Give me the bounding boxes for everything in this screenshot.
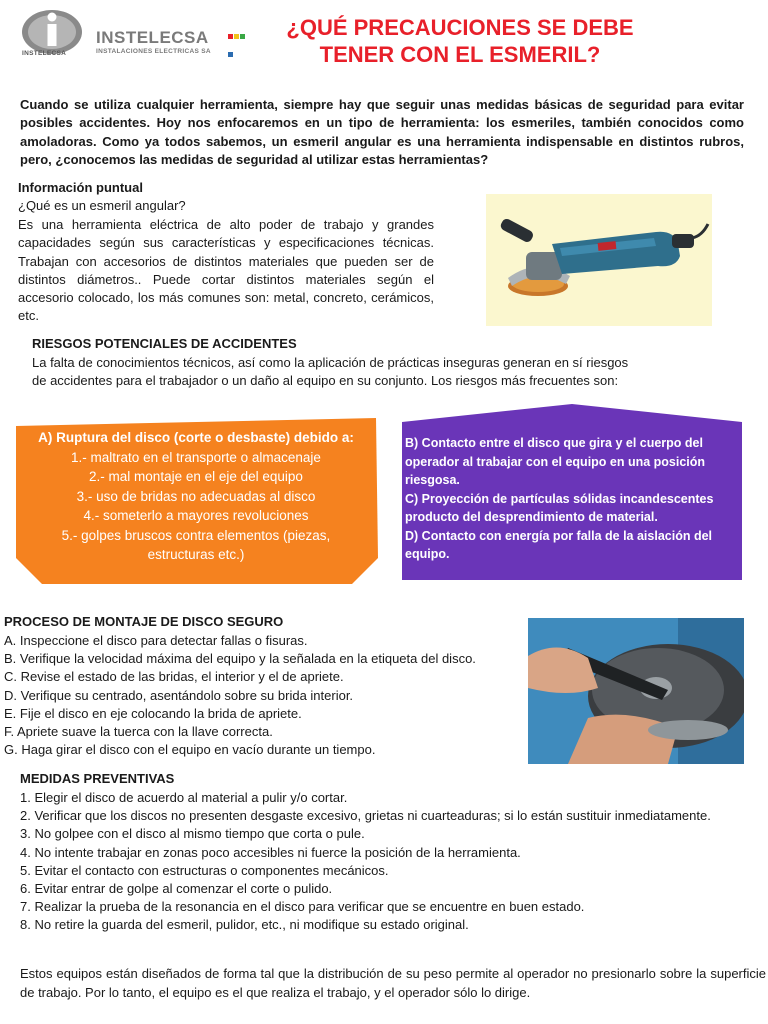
procedure-item: D. Verifique su centrado, asentándolo sobre su brida interior. xyxy=(4,687,354,703)
preventive-item: 4. No intente trabajar en zonas poco accesibles ni fuerce la posición de la herramienta. xyxy=(20,844,521,860)
risks-heading: RIESGOS POTENCIALES DE ACCIDENTES xyxy=(32,336,297,351)
procedure-item: F. Apriete suave la tuerca con la llave correcta. xyxy=(4,724,273,740)
preventive-item: 5. Evitar el contacto con estructuras o componentes mecánicos. xyxy=(20,862,389,878)
preventive-item: 6. Evitar entrar de golpe al comenzar el corte o pulido. xyxy=(20,881,333,897)
rupture-item: 3.- uso de bridas no adecuadas al disco xyxy=(76,488,316,504)
disc-mounting-image xyxy=(528,618,744,764)
preventive-list xyxy=(20,789,711,935)
angle-grinder-image xyxy=(486,194,712,326)
procedure-item: C. Revise el estado de las bridas, el interior y el de apriete. xyxy=(4,669,344,685)
rupture-item: 2.- mal montaje en el eje del equipo xyxy=(89,469,303,484)
angle-grinder-icon xyxy=(486,194,712,326)
closing-paragraph: Estos equipos están diseñados de forma tal que la distribución de su peso permite al operador no presionarlo sobre la superficie de trabajo. Por lo tanto, el equipo es el que realiza el trabajo, y el operador sólo lo dirige. xyxy=(20,966,766,1000)
procedure-item: B. Verifique la velocidad máxima del equipo y la señalada en la etiqueta del disco. xyxy=(4,651,476,667)
preventive-item: 3. No golpee con el disco al mismo tiempo que corta o pule. xyxy=(20,826,365,842)
logo-text: INSTELECSA xyxy=(22,50,67,57)
disc-mounting-icon xyxy=(528,618,744,764)
info-heading: Información puntual xyxy=(18,180,143,195)
rupture-risk-box xyxy=(12,418,380,584)
risks-body xyxy=(32,354,682,391)
risks-line-2: de accidentes para el trabajador o un daño al equipo en su conjunto. Los riesgos más frecuentes son: xyxy=(32,373,619,389)
rupture-item: 5.- golpes bruscos contra elementos (piezas, xyxy=(61,527,331,543)
procedure-list xyxy=(4,632,476,759)
risk-b: B) Contacto entre el disco que gira y el cuerpo del operador al trabajar con el equipo en una posición riesgosa. xyxy=(405,436,706,487)
rupture-risk-heading: A) Ruptura del disco (corte o desbaste) debido a: xyxy=(38,430,354,445)
page-title xyxy=(262,14,658,68)
risk-d: D) Contacto con energía por falla de la aislación del equipo. xyxy=(405,528,713,561)
company-logo xyxy=(20,8,260,64)
preventive-item: 7. Realizar la prueba de la resonancia en el disco para verificar que se encuentre en buen estado. xyxy=(20,899,585,915)
risk-c: C) Proyección de partículas sólidas incandescentes producto del desprendimiento de material. xyxy=(405,491,714,524)
brand-name: INSTELECSA xyxy=(96,28,209,47)
rupture-item: 1.- maltrato en el transporte o almacenaje xyxy=(71,449,321,465)
title-line-2: TENER CON EL ESMERIL? xyxy=(319,42,601,67)
rupture-item: 4.- someterlo a mayores revoluciones xyxy=(83,508,309,523)
rupture-item: estructuras etc.) xyxy=(147,547,245,562)
risks-line-1: La falta de conocimientos técnicos, así como la aplicación de prácticas inseguras generan en sí riesgos xyxy=(32,355,629,370)
brand-color-squares xyxy=(228,26,250,34)
contact-risk-box xyxy=(400,404,744,584)
info-body: Es una herramienta eléctrica de alto poder de trabajo y grandes capacidades según sus características y especificaciones técnicas. Trabajan con accesorios de distintos materiales que pueden ser de distintos diámetros.. Puede cortar distintos materiales según el accesorio colocado, los más comunes son: metal, concreto, cerámicos, etc. xyxy=(18,217,434,324)
preventive-heading: MEDIDAS PREVENTIVAS xyxy=(20,771,175,786)
preventive-item: 8. No retire la guarda del esmeril, pulidor, etc., ni modifique su estado original. xyxy=(20,917,469,933)
procedure-item: G. Haga girar el disco con el equipo en vacío durante un tiempo. xyxy=(4,742,376,758)
brand-subtitle: INSTALACIONES ELECTRICAS SA xyxy=(96,48,211,55)
procedure-heading: PROCESO DE MONTAJE DE DISCO SEGURO xyxy=(4,614,284,629)
intro-paragraph: Cuando se utiliza cualquier herramienta, siempre hay que seguir unas medidas básicas de seguridad para evitar posibles accidentes. Hoy nos enfocaremos en un tipo de herramienta: los esmeriles, también conocidos como amoladoras. Como ya todos sabemos, un esmeril angular es una herramienta indispensable en distintos rubros, pero, ¿conocemos las medidas de seguridad al utilizar estas herramientas? xyxy=(20,97,744,167)
rupture-risk-content xyxy=(12,428,380,565)
procedure-item: A. Inspeccione el disco para detectar fallas o fisuras. xyxy=(4,633,308,648)
title-line-1: ¿QUÉ PRECAUCIONES SE DEBE xyxy=(286,15,634,40)
contact-risk-content xyxy=(405,434,741,564)
procedure-item: E. Fije el disco en eje colocando la brida de apriete. xyxy=(4,705,302,721)
preventive-item: 1. Elegir el disco de acuerdo al material a pulir y/o cortar. xyxy=(20,790,348,805)
preventive-item: 2. Verificar que los discos no presenten desgaste excesivo, grietas ni cuarteaduras; si lo están sustituir inmediatamente. xyxy=(20,808,711,824)
info-question: ¿Qué es un esmeril angular? xyxy=(18,198,186,213)
